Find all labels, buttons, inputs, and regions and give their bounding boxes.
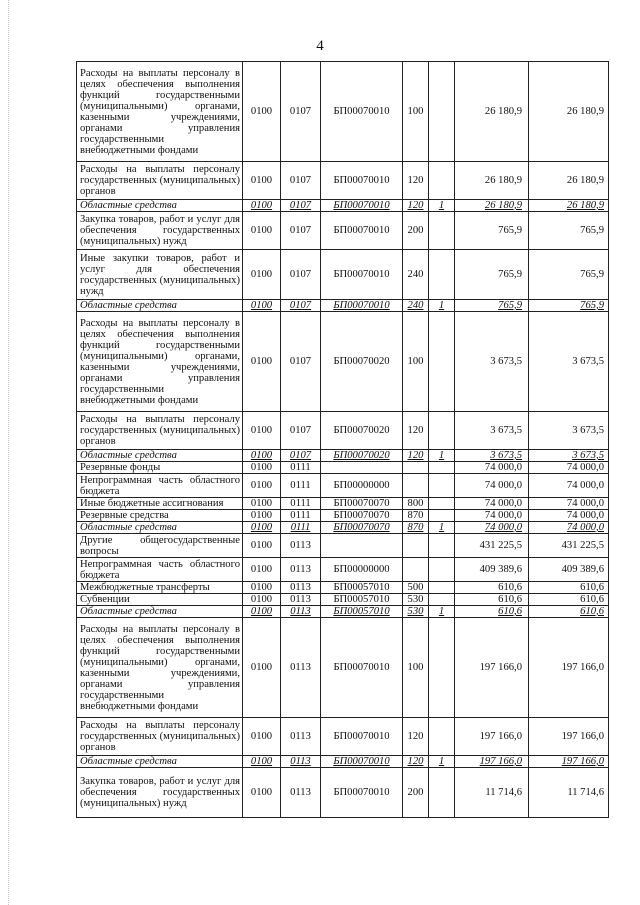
funding-source-cell: 1 <box>429 522 455 534</box>
amount-cell: 409 389,6 <box>455 558 529 582</box>
expense-type-cell: 120 <box>403 412 429 450</box>
expense-type-cell: 530 <box>403 606 429 618</box>
target-article-cell: БП00057010 <box>321 594 403 606</box>
section-code-cell: 0100 <box>243 756 281 768</box>
funding-source-cell: 1 <box>429 450 455 462</box>
subsection-code-cell: 0111 <box>281 474 321 498</box>
section-code-cell: 0100 <box>243 412 281 450</box>
funding-source-cell <box>429 498 455 510</box>
expense-name-cell: Областные средства <box>77 300 243 312</box>
amount-cell: 610,6 <box>455 582 529 594</box>
table-row <box>77 250 609 300</box>
expense-name-cell: Закупка товаров, работ и услуг для обеспечения государственных (муниципальных) нужд <box>77 212 243 250</box>
expense-type-cell: 120 <box>403 162 429 200</box>
expense-type-cell: 240 <box>403 250 429 300</box>
expense-type-cell: 500 <box>403 582 429 594</box>
expense-type-cell: 530 <box>403 594 429 606</box>
expense-name-cell: Расходы на выплаты персоналу государственных (муниципальных) органов <box>77 412 243 450</box>
expense-type-cell: 870 <box>403 522 429 534</box>
subsection-code-cell: 0111 <box>281 522 321 534</box>
expense-type-cell <box>403 474 429 498</box>
subsection-code-cell: 0107 <box>281 212 321 250</box>
expense-type-cell <box>403 534 429 558</box>
binding-margin-line <box>8 0 10 905</box>
budget-table-body <box>77 62 609 818</box>
amount-cell: 3 673,5 <box>455 450 529 462</box>
amount-cell: 26 180,9 <box>455 162 529 200</box>
target-article-cell: БП00070010 <box>321 756 403 768</box>
amount-cell: 74 000,0 <box>455 510 529 522</box>
amount-cell-2: 26 180,9 <box>529 62 609 162</box>
target-article-cell: БП00000000 <box>321 474 403 498</box>
target-article-cell <box>321 534 403 558</box>
expense-type-cell: 200 <box>403 212 429 250</box>
subsection-code-cell: 0107 <box>281 450 321 462</box>
amount-cell-2: 3 673,5 <box>529 450 609 462</box>
amount-cell-2: 409 389,6 <box>529 558 609 582</box>
subsection-code-cell: 0113 <box>281 606 321 618</box>
expense-type-cell: 120 <box>403 450 429 462</box>
funding-source-cell <box>429 212 455 250</box>
target-article-cell: БП00070070 <box>321 510 403 522</box>
funding-source-cell <box>429 462 455 474</box>
section-code-cell: 0100 <box>243 200 281 212</box>
expense-name-cell: Непрограммная часть областного бюджета <box>77 558 243 582</box>
expense-name-cell: Непрограммная часть областного бюджета <box>77 474 243 498</box>
amount-cell-2: 3 673,5 <box>529 312 609 412</box>
section-code-cell: 0100 <box>243 498 281 510</box>
amount-cell-2: 74 000,0 <box>529 474 609 498</box>
amount-cell: 431 225,5 <box>455 534 529 558</box>
section-code-cell: 0100 <box>243 312 281 412</box>
expense-type-cell: 800 <box>403 498 429 510</box>
target-article-cell: БП00070010 <box>321 62 403 162</box>
subsection-code-cell: 0107 <box>281 312 321 412</box>
table-row-regional-funds <box>77 756 609 768</box>
section-code-cell: 0100 <box>243 450 281 462</box>
expense-name-cell: Расходы на выплаты персоналу в целях обеспечения выполнения функций государственными (муниципальными) органами, казенными учреждениями, органами управления государственными внебюджетными фондами <box>77 62 243 162</box>
amount-cell-2: 197 166,0 <box>529 618 609 718</box>
amount-cell: 197 166,0 <box>455 718 529 756</box>
table-row <box>77 582 609 594</box>
expense-name-cell: Закупка товаров, работ и услуг для обеспечения государственных (муниципальных) нужд <box>77 768 243 818</box>
expense-type-cell <box>403 462 429 474</box>
section-code-cell: 0100 <box>243 474 281 498</box>
funding-source-cell <box>429 768 455 818</box>
target-article-cell: БП00070010 <box>321 618 403 718</box>
amount-cell: 11 714,6 <box>455 768 529 818</box>
expense-type-cell: 200 <box>403 768 429 818</box>
amount-cell: 74 000,0 <box>455 474 529 498</box>
expense-name-cell: Расходы на выплаты персоналу государственных (муниципальных) органов <box>77 718 243 756</box>
target-article-cell: БП00070010 <box>321 300 403 312</box>
expense-type-cell: 240 <box>403 300 429 312</box>
expense-name-cell: Расходы на выплаты персоналу в целях обеспечения выполнения функций государственными (муниципальными) органами, казенными учреждениями, органами управления государственными внебюджетными фондами <box>77 312 243 412</box>
funding-source-cell <box>429 412 455 450</box>
funding-source-cell: 1 <box>429 606 455 618</box>
section-code-cell: 0100 <box>243 558 281 582</box>
section-code-cell: 0100 <box>243 534 281 558</box>
subsection-code-cell: 0113 <box>281 558 321 582</box>
table-row <box>77 534 609 558</box>
amount-cell: 197 166,0 <box>455 756 529 768</box>
subsection-code-cell: 0113 <box>281 718 321 756</box>
table-row <box>77 498 609 510</box>
target-article-cell: БП00070020 <box>321 412 403 450</box>
amount-cell-2: 26 180,9 <box>529 162 609 200</box>
section-code-cell: 0100 <box>243 212 281 250</box>
table-row-regional-funds <box>77 522 609 534</box>
section-code-cell: 0100 <box>243 618 281 718</box>
subsection-code-cell: 0113 <box>281 594 321 606</box>
amount-cell: 3 673,5 <box>455 412 529 450</box>
target-article-cell: БП00057010 <box>321 606 403 618</box>
section-code-cell: 0100 <box>243 510 281 522</box>
amount-cell: 765,9 <box>455 212 529 250</box>
subsection-code-cell: 0113 <box>281 534 321 558</box>
expense-type-cell: 120 <box>403 756 429 768</box>
amount-cell-2: 765,9 <box>529 300 609 312</box>
amount-cell: 26 180,9 <box>455 200 529 212</box>
table-row-regional-funds <box>77 300 609 312</box>
funding-source-cell <box>429 534 455 558</box>
amount-cell: 26 180,9 <box>455 62 529 162</box>
funding-source-cell <box>429 474 455 498</box>
section-code-cell: 0100 <box>243 594 281 606</box>
amount-cell-2: 74 000,0 <box>529 522 609 534</box>
expense-name-cell: Иные бюджетные ассигнования <box>77 498 243 510</box>
funding-source-cell <box>429 62 455 162</box>
amount-cell-2: 610,6 <box>529 594 609 606</box>
subsection-code-cell: 0111 <box>281 498 321 510</box>
expense-name-cell: Областные средства <box>77 200 243 212</box>
subsection-code-cell: 0107 <box>281 250 321 300</box>
expense-name-cell: Расходы на выплаты персоналу государственных (муниципальных) органов <box>77 162 243 200</box>
subsection-code-cell: 0111 <box>281 462 321 474</box>
table-row <box>77 462 609 474</box>
amount-cell: 74 000,0 <box>455 522 529 534</box>
table-row <box>77 718 609 756</box>
expense-type-cell: 120 <box>403 718 429 756</box>
amount-cell-2: 765,9 <box>529 212 609 250</box>
amount-cell: 610,6 <box>455 594 529 606</box>
funding-source-cell <box>429 558 455 582</box>
target-article-cell: БП00070010 <box>321 162 403 200</box>
expense-name-cell: Иные закупки товаров, работ и услуг для обеспечения государственных (муниципальных) нужд <box>77 250 243 300</box>
section-code-cell: 0100 <box>243 606 281 618</box>
amount-cell-2: 197 166,0 <box>529 756 609 768</box>
funding-source-cell: 1 <box>429 200 455 212</box>
funding-source-cell: 1 <box>429 300 455 312</box>
table-row <box>77 212 609 250</box>
table-row <box>77 510 609 522</box>
section-code-cell: 0100 <box>243 62 281 162</box>
target-article-cell: БП00070020 <box>321 450 403 462</box>
expense-name-cell: Областные средства <box>77 756 243 768</box>
target-article-cell: БП00070010 <box>321 718 403 756</box>
table-row-regional-funds <box>77 200 609 212</box>
amount-cell-2: 26 180,9 <box>529 200 609 212</box>
amount-cell-2: 610,6 <box>529 582 609 594</box>
table-row <box>77 474 609 498</box>
funding-source-cell <box>429 312 455 412</box>
amount-cell: 197 166,0 <box>455 618 529 718</box>
section-code-cell: 0100 <box>243 250 281 300</box>
amount-cell-2: 197 166,0 <box>529 718 609 756</box>
subsection-code-cell: 0113 <box>281 768 321 818</box>
table-row <box>77 618 609 718</box>
funding-source-cell <box>429 718 455 756</box>
subsection-code-cell: 0107 <box>281 162 321 200</box>
section-code-cell: 0100 <box>243 768 281 818</box>
subsection-code-cell: 0113 <box>281 582 321 594</box>
subsection-code-cell: 0107 <box>281 412 321 450</box>
section-code-cell: 0100 <box>243 522 281 534</box>
section-code-cell: 0100 <box>243 300 281 312</box>
page-number: 4 <box>316 38 324 54</box>
table-row <box>77 558 609 582</box>
amount-cell-2: 74 000,0 <box>529 510 609 522</box>
amount-cell-2: 610,6 <box>529 606 609 618</box>
target-article-cell: БП00057010 <box>321 582 403 594</box>
target-article-cell: БП00070010 <box>321 768 403 818</box>
funding-source-cell <box>429 250 455 300</box>
section-code-cell: 0100 <box>243 162 281 200</box>
budget-table <box>76 61 609 818</box>
target-article-cell: БП00070010 <box>321 212 403 250</box>
target-article-cell: БП00070010 <box>321 200 403 212</box>
funding-source-cell <box>429 582 455 594</box>
amount-cell-2: 3 673,5 <box>529 412 609 450</box>
expense-name-cell: Областные средства <box>77 450 243 462</box>
table-row <box>77 768 609 818</box>
expense-name-cell: Другие общегосударственные вопросы <box>77 534 243 558</box>
expense-type-cell: 100 <box>403 312 429 412</box>
amount-cell: 765,9 <box>455 250 529 300</box>
table-row <box>77 594 609 606</box>
expense-name-cell: Областные средства <box>77 606 243 618</box>
expense-type-cell <box>403 558 429 582</box>
amount-cell: 765,9 <box>455 300 529 312</box>
subsection-code-cell: 0111 <box>281 510 321 522</box>
subsection-code-cell: 0113 <box>281 756 321 768</box>
funding-source-cell <box>429 618 455 718</box>
funding-source-cell <box>429 162 455 200</box>
section-code-cell: 0100 <box>243 582 281 594</box>
expense-name-cell: Расходы на выплаты персоналу в целях обеспечения выполнения функций государственными (муниципальными) органами, казенными учреждениями, органами управления государственными внебюджетными фондами <box>77 618 243 718</box>
target-article-cell: БП00070020 <box>321 312 403 412</box>
table-row <box>77 162 609 200</box>
amount-cell: 74 000,0 <box>455 462 529 474</box>
table-row <box>77 62 609 162</box>
funding-source-cell <box>429 510 455 522</box>
expense-type-cell: 120 <box>403 200 429 212</box>
section-code-cell: 0100 <box>243 718 281 756</box>
subsection-code-cell: 0107 <box>281 200 321 212</box>
target-article-cell: БП00070010 <box>321 250 403 300</box>
amount-cell-2: 74 000,0 <box>529 462 609 474</box>
amount-cell: 74 000,0 <box>455 498 529 510</box>
subsection-code-cell: 0113 <box>281 618 321 718</box>
expense-type-cell: 100 <box>403 618 429 718</box>
target-article-cell: БП00070070 <box>321 498 403 510</box>
section-code-cell: 0100 <box>243 462 281 474</box>
expense-name-cell: Межбюджетные трансферты <box>77 582 243 594</box>
amount-cell-2: 765,9 <box>529 250 609 300</box>
expense-name-cell: Резервные средства <box>77 510 243 522</box>
expense-type-cell: 100 <box>403 62 429 162</box>
table-row <box>77 312 609 412</box>
target-article-cell: БП00070070 <box>321 522 403 534</box>
amount-cell: 3 673,5 <box>455 312 529 412</box>
expense-type-cell: 870 <box>403 510 429 522</box>
subsection-code-cell: 0107 <box>281 62 321 162</box>
amount-cell-2: 431 225,5 <box>529 534 609 558</box>
table-row-regional-funds <box>77 450 609 462</box>
target-article-cell <box>321 462 403 474</box>
amount-cell-2: 11 714,6 <box>529 768 609 818</box>
subsection-code-cell: 0107 <box>281 300 321 312</box>
expense-name-cell: Областные средства <box>77 522 243 534</box>
expense-name-cell: Резервные фонды <box>77 462 243 474</box>
amount-cell-2: 74 000,0 <box>529 498 609 510</box>
amount-cell: 610,6 <box>455 606 529 618</box>
funding-source-cell <box>429 594 455 606</box>
target-article-cell: БП00000000 <box>321 558 403 582</box>
funding-source-cell: 1 <box>429 756 455 768</box>
expense-name-cell: Субвенции <box>77 594 243 606</box>
table-row <box>77 412 609 450</box>
table-row-regional-funds <box>77 606 609 618</box>
